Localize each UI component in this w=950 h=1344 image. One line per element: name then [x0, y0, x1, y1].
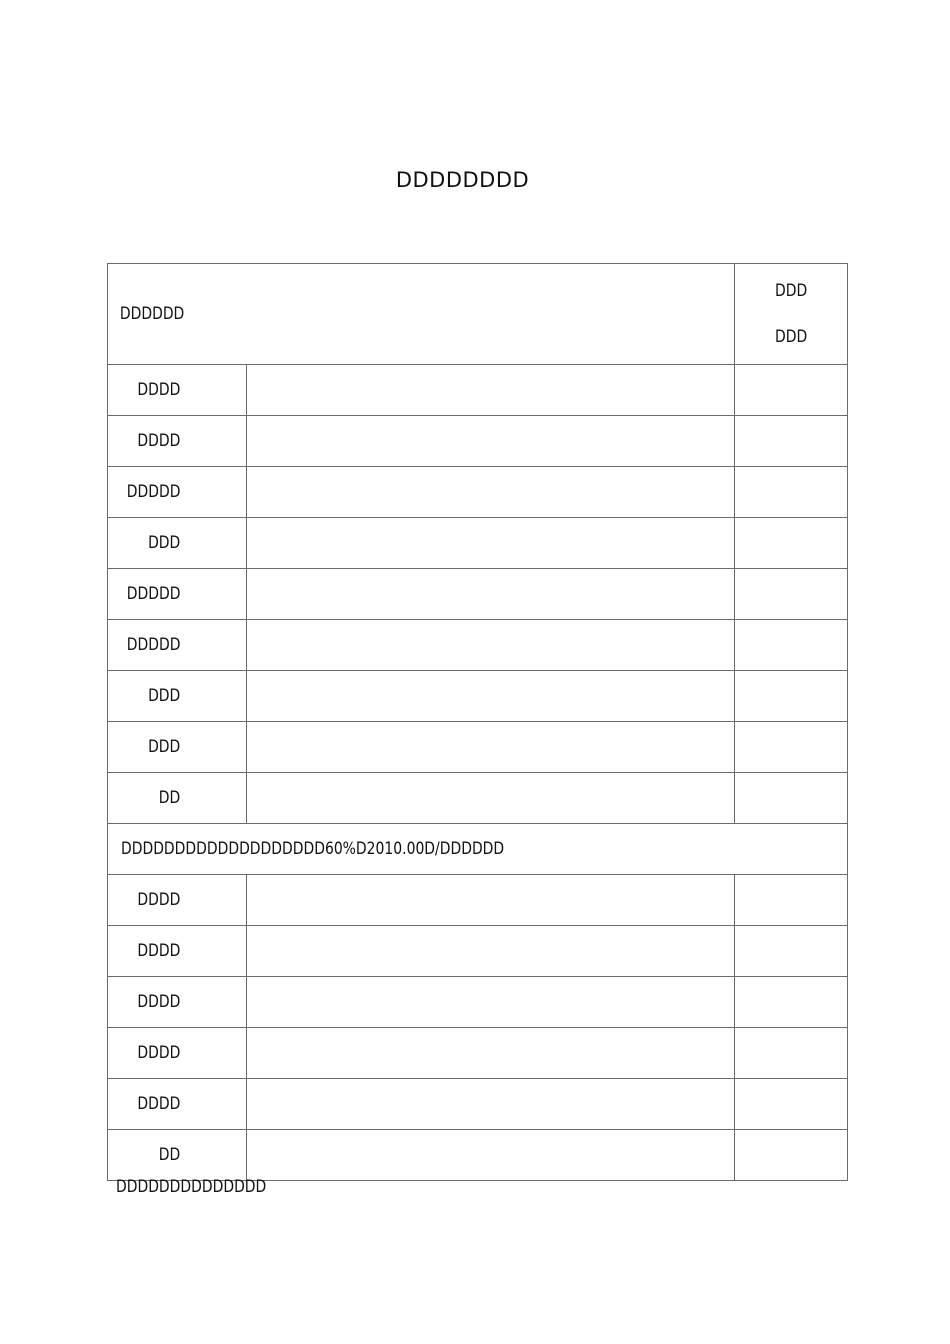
row-value-cell[interactable]	[247, 926, 735, 977]
table-row	[108, 518, 848, 569]
row-score-cell[interactable]	[734, 1130, 847, 1181]
row-value-cell[interactable]	[247, 671, 735, 722]
table-row	[108, 416, 848, 467]
row-value-cell[interactable]	[247, 977, 735, 1028]
row-score-cell[interactable]	[734, 722, 847, 773]
table-row	[108, 671, 848, 722]
table-row	[108, 722, 848, 773]
row-score-cell[interactable]	[734, 977, 847, 1028]
table-row	[108, 1028, 848, 1079]
row-label: DDDDD	[108, 569, 247, 620]
table-row	[108, 926, 848, 977]
row-score-cell[interactable]	[734, 1028, 847, 1079]
row-score-cell[interactable]	[734, 365, 847, 416]
table-row	[108, 1130, 848, 1181]
row-value-cell[interactable]	[247, 722, 735, 773]
table-row	[108, 1079, 848, 1130]
row-score-cell[interactable]	[734, 416, 847, 467]
note-cell	[108, 824, 848, 875]
note-text: DDDDDDDDDDDDDDDDDDD60%D2010.00D/DDDDDD	[121, 839, 505, 859]
row-value-cell[interactable]	[247, 365, 735, 416]
table-row	[108, 467, 848, 518]
row-label: DDD	[108, 671, 247, 722]
row-value-cell[interactable]	[247, 1079, 735, 1130]
row-label: DDDD	[108, 1028, 247, 1079]
row-label: DDDDD	[108, 620, 247, 671]
row-value-cell[interactable]	[247, 773, 735, 824]
row-score-cell[interactable]	[734, 518, 847, 569]
row-value-cell[interactable]	[247, 416, 735, 467]
row-score-cell[interactable]	[734, 773, 847, 824]
table-row	[108, 875, 848, 926]
page-title: DDDDDDDD	[395, 168, 530, 192]
row-label: DDDD	[108, 977, 247, 1028]
table-row	[108, 620, 848, 671]
row-value-cell[interactable]	[247, 518, 735, 569]
row-label: DDDD	[108, 365, 247, 416]
row-value-cell[interactable]	[247, 1028, 735, 1079]
row-label: DD	[108, 773, 247, 824]
table-row	[108, 773, 848, 824]
row-score-cell[interactable]	[734, 671, 847, 722]
row-label: DDDDD	[108, 467, 247, 518]
header-left-label: DDDDDD	[108, 264, 622, 365]
row-value-cell[interactable]	[247, 875, 735, 926]
row-label: DDD	[108, 722, 247, 773]
row-value-cell[interactable]	[247, 569, 735, 620]
row-score-cell[interactable]	[734, 620, 847, 671]
row-score-cell[interactable]	[734, 569, 847, 620]
header-right-line1: DDD	[774, 281, 808, 301]
row-value-cell[interactable]	[247, 620, 735, 671]
note-row	[108, 824, 848, 875]
row-score-cell[interactable]	[734, 467, 847, 518]
row-value-cell[interactable]	[247, 1130, 735, 1181]
footer-note: DDDDDDDDDDDDDD	[116, 1177, 267, 1197]
row-score-cell[interactable]	[734, 875, 847, 926]
row-label: DDDD	[108, 875, 247, 926]
table-row	[108, 569, 848, 620]
table-row	[108, 365, 848, 416]
row-score-cell[interactable]	[734, 926, 847, 977]
row-value-cell[interactable]	[247, 467, 735, 518]
row-label: DDDD	[108, 1079, 247, 1130]
row-label: DDD	[108, 518, 247, 569]
form-table	[107, 263, 848, 1181]
row-label: DD	[108, 1130, 247, 1181]
row-label: DDDD	[108, 416, 247, 467]
row-label: DDDD	[108, 926, 247, 977]
header-right-cell	[734, 264, 847, 365]
header-right-line2: DDD	[774, 327, 808, 347]
table-header-row	[108, 264, 848, 365]
row-score-cell[interactable]	[734, 1079, 847, 1130]
table-row	[108, 977, 848, 1028]
